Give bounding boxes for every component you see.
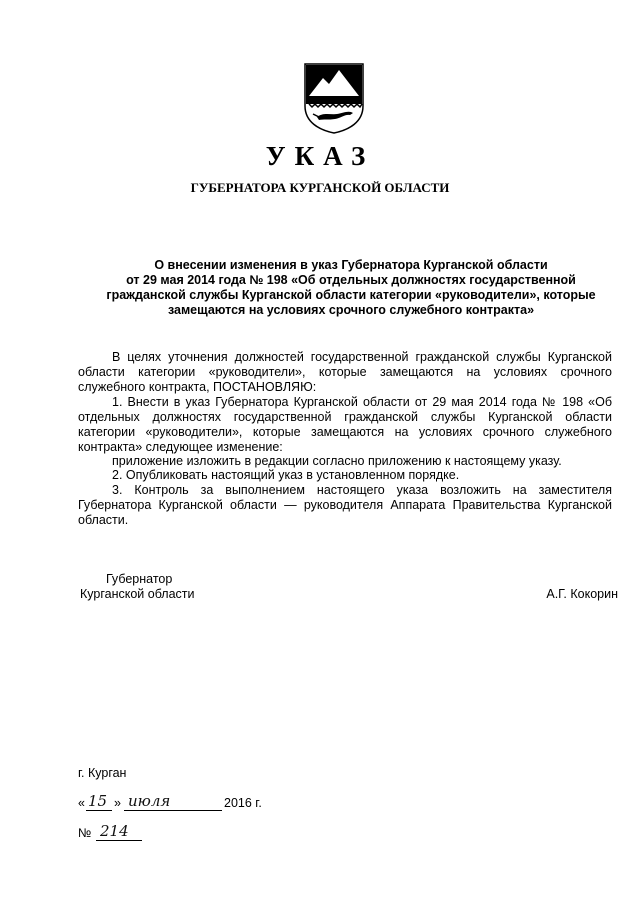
document-number — [78, 822, 178, 844]
issue-place: г. Курган — [78, 766, 127, 780]
date-open-quote: « — [78, 796, 85, 810]
body-paragraph-preamble: В целях уточнения должностей государственной гражданской службы Курганской области категории «руководители», которые замещаются на условиях срочного служебного контракта, ПОСТАНОВЛЯЮ: — [78, 350, 612, 394]
signatory-name: А.Г. Кокорин — [546, 587, 618, 601]
coat-of-arms-emblem — [303, 62, 365, 134]
body-paragraph-item-1-text: приложение изложить в редакции согласно приложению к настоящему указу. — [112, 454, 562, 468]
date-month-handwritten: июля — [128, 792, 171, 810]
document-heading — [78, 258, 624, 318]
body-paragraph-item-2: 2. Опубликовать настоящий указ в установленном порядке. — [112, 468, 460, 482]
heading-line: замещаются на условиях срочного служебного контракта» — [167, 303, 535, 317]
number-value-handwritten: 214 — [100, 822, 129, 840]
document-subtitle: ГУБЕРНАТОРА КУРГАНСКОЙ ОБЛАСТИ — [190, 180, 450, 195]
date-day-handwritten: 15 — [88, 792, 108, 810]
heading-line: гражданской службы Курганской области категории «руководители», которые — [106, 288, 596, 302]
heading-line: от 29 мая 2014 года № 198 «Об отдельных должностях государственной — [126, 273, 576, 287]
number-label: № — [78, 826, 92, 840]
signatory-title-line2: Курганской области — [80, 587, 195, 601]
date-close-quote: » — [114, 796, 121, 810]
body-paragraph-item-1: 1. Внести в указ Губернатора Курганской области от 29 мая 2014 года № 198 «Об отдельных должностях государственной гражданской службы Курганской области категории «руководители», которые замещаются на условиях срочного служебного контракта» следующее изменение: — [78, 395, 612, 454]
issue-date — [78, 794, 318, 814]
date-year: 2016 г. — [224, 796, 262, 810]
signatory-title-line1: Губернатор — [106, 572, 173, 586]
body-paragraph-item-3: 3. Контроль за выполнением настоящего указа возложить на заместителя Губернатора Курганской области — руководителя Аппарата Правительства Курганской области. — [78, 483, 612, 527]
document-title: УКАЗ — [265, 141, 375, 171]
heading-line: О внесении изменения в указ Губернатора Курганской области — [154, 258, 548, 272]
